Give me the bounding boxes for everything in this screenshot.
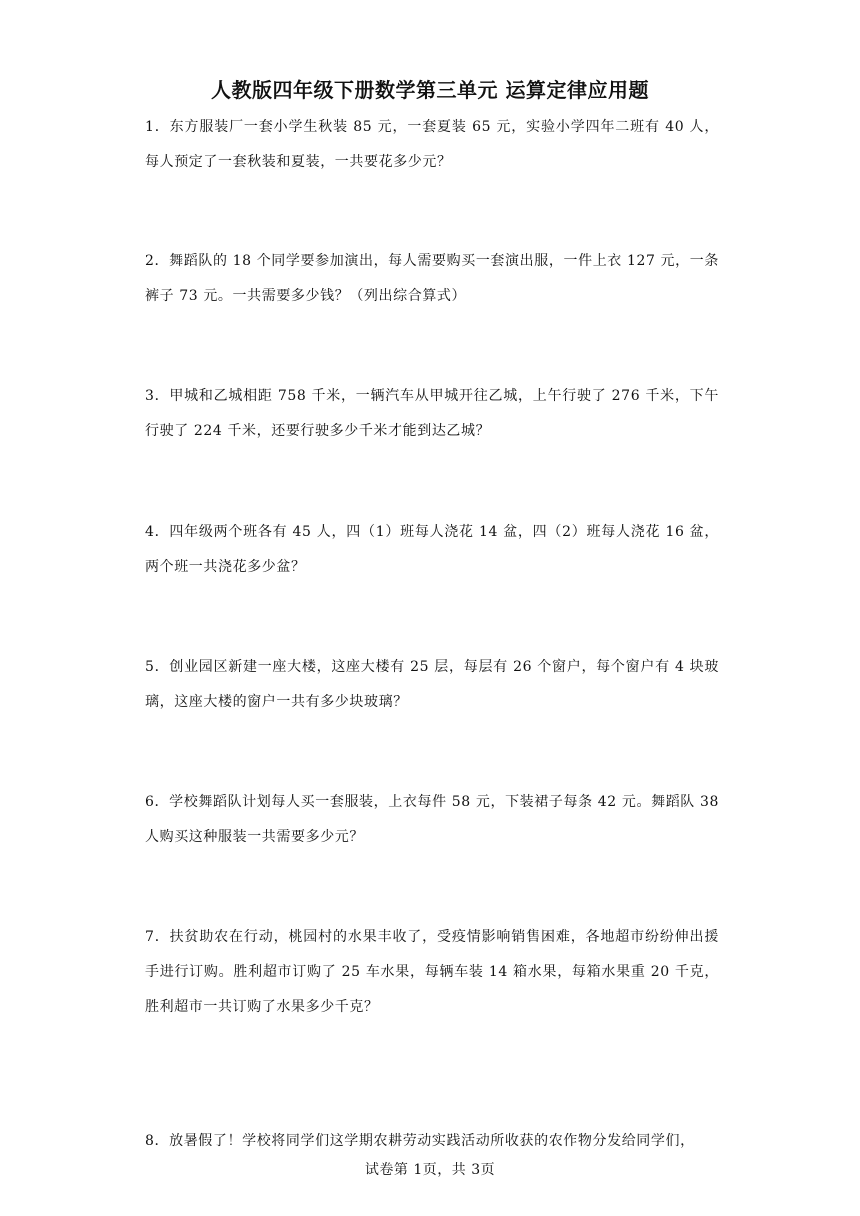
question-1: 1．东方服装厂一套小学生秋装 85 元，一套夏装 65 元，实验小学四年二班有 40 人，每人预定了一套秋装和夏装，一共要花多少元？ <box>145 119 719 170</box>
page-footer: 试卷第 1页，共 3页 <box>364 1162 496 1178</box>
question-4: 4．四年级两个班各有 45 人，四（1）班每人浇花 14 盆，四（2）班每人浇花 16 盆，两个班一共浇花多少盆？ <box>145 524 719 575</box>
question-8: 8．放暑假了！学校将同学们这学期农耕劳动实践活动所收获的农作物分发给同学们， <box>145 1133 695 1149</box>
question-7: 7．扶贫助农在行动，桃园村的水果丰收了，受疫情影响销售困难，各地超市纷纷伸出援手进行订购。胜利超市订购了 25 车水果，每辆车装 14 箱水果，每箱水果重 20 千克，胜利超市一共订购了水果多少千克？ <box>145 929 719 1015</box>
question-5: 5．创业园区新建一座大楼，这座大楼有 25 层，每层有 26 个窗户，每个窗户有 4 块玻璃，这座大楼的窗户一共有多少块玻璃？ <box>145 659 719 710</box>
question-2: 2．舞蹈队的 18 个同学要参加演出，每人需要购买一套演出服，一件上衣 127 元，一条裤子 73 元。一共需要多少钱？（列出综合算式） <box>145 253 719 304</box>
page-title: 人教版四年级下册数学第三单元 运算定律应用题 <box>211 78 649 102</box>
question-6: 6．学校舞蹈队计划每人买一套服装，上衣每件 58 元，下装裙子每条 42 元。舞蹈队 38 人购买这种服装一共需要多少元？ <box>145 794 719 845</box>
question-3: 3．甲城和乙城相距 758 千米，一辆汽车从甲城开往乙城，上午行驶了 276 千米，下午行驶了 224 千米，还要行驶多少千米才能到达乙城？ <box>145 388 719 439</box>
